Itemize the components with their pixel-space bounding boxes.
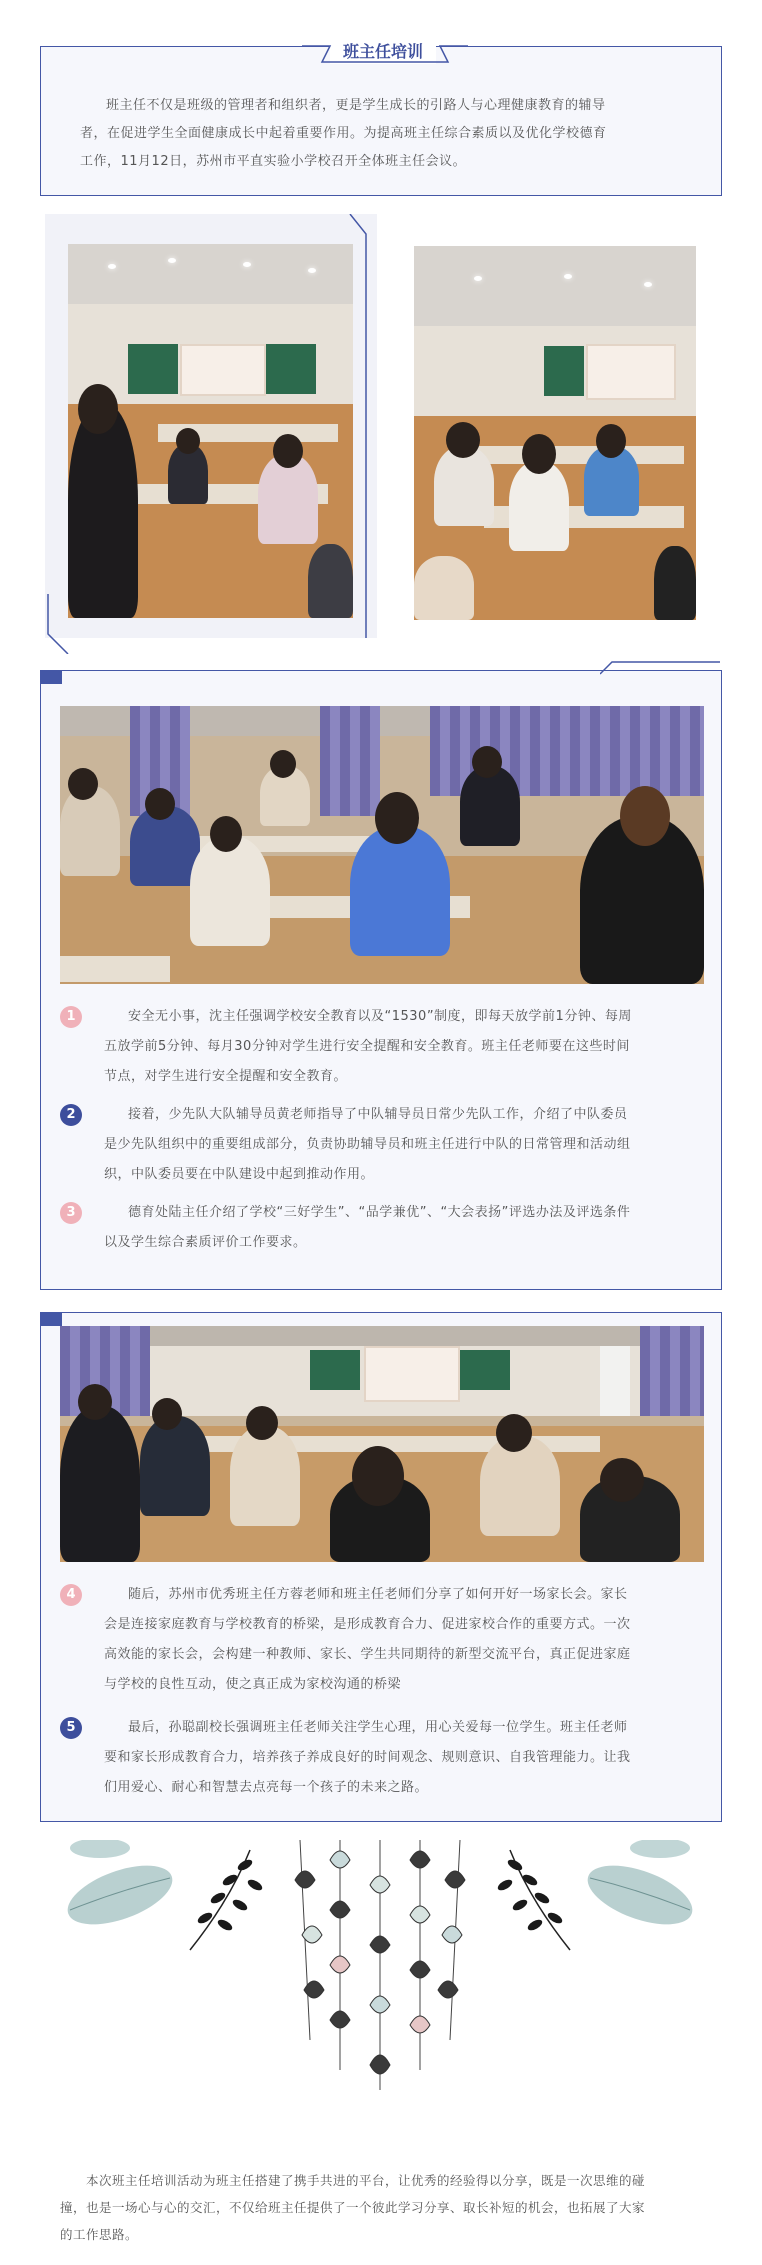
card-corner-mark [40, 670, 62, 684]
item-3-line-2: 以及学生综合素质评价工作要求。 [104, 1235, 307, 1250]
item-5-badge: 5 [60, 1717, 82, 1739]
item-2-line-1: 接着，少先队大队辅导员黄老师指导了中队辅导员日常少先队工作，介绍了中队委员 [128, 1107, 628, 1122]
photo-classroom-2 [60, 1326, 704, 1562]
section-title: 班主任培训 [342, 42, 423, 61]
card-corner-decoration [600, 660, 724, 676]
item-1-line-1: 安全无小事，沈主任强调学校安全教育以及“1530”制度，即每天放学前1分钟、每周 [128, 1009, 632, 1024]
intro-line-3: 工作，11月12日，苏州市平直实验小学校召开全体班主任会议。 [80, 154, 467, 169]
item-3-line-1: 德育处陆主任介绍了学校“三好学生”、“品学兼优”、“大会表扬”评选办法及评选条件 [128, 1205, 631, 1220]
item-5-line-2: 要和家长形成教育合力，培养孩子养成良好的时间观念、规则意识、自我管理能力。让我 [104, 1750, 631, 1765]
item-3-badge: 3 [60, 1202, 82, 1224]
photo-meeting-right [414, 246, 696, 620]
item-5-line-1: 最后，孙聪副校长强调班主任老师关注学生心理，用心关爱每一位学生。班主任老师 [128, 1720, 628, 1735]
closing-line-1: 本次班主任培训活动为班主任搭建了携手共进的平台，让优秀的经验得以分享，既是一次思维的碰 [86, 2173, 646, 2188]
closing-line-3: 的工作思路。 [60, 2227, 139, 2242]
photo-classroom-1 [60, 706, 704, 984]
item-5-line-3: 们用爱心、耐心和智慧去点亮每一个孩子的未来之路。 [104, 1780, 429, 1795]
item-4-line-1: 随后，苏州市优秀班主任方蓉老师和班主任老师们分享了如何开好一场家长会。家长 [128, 1587, 628, 1602]
closing-line-2: 撞，也是一场心与心的交汇，不仅给班主任提供了一个彼此学习分享、取长补短的机会，也拓展了大家 [60, 2200, 646, 2215]
card-corner-mark [40, 1312, 62, 1326]
item-4-line-3: 高效能的家长会，会构建一种教师、家长、学生共同期待的新型交流平台，真正促进家庭 [104, 1647, 631, 1662]
intro-line-2: 者，在促进学生全面健康成长中起着重要作用。为提高班主任综合素质以及优化学校德育 [80, 126, 607, 141]
intro-line-1: 班主任不仅是班级的管理者和组织者，更是学生成长的引路人与心理健康教育的辅导 [106, 98, 606, 113]
item-1-badge: 1 [60, 1006, 82, 1028]
item-2-line-2: 是少先队组织中的重要组成部分，负责协助辅导员和班主任进行中队的日常管理和活动组 [104, 1137, 631, 1152]
item-1-line-2: 五放学前5分钟、每月30分钟对学生进行安全提醒和安全教育。班主任老师要在这些时间 [104, 1039, 630, 1054]
item-4-badge: 4 [60, 1584, 82, 1606]
item-2-line-3: 织，中队委员要在中队建设中起到推动作用。 [104, 1167, 375, 1182]
item-4-line-4: 与学校的良性互动，使之真正成为家校沟通的桥梁 [104, 1677, 402, 1692]
leaf-decoration-illustration [40, 1840, 722, 2110]
item-1-line-3: 节点，对学生进行安全提醒和安全教育。 [104, 1069, 348, 1084]
item-2-badge: 2 [60, 1104, 82, 1126]
photo-meeting-left [68, 244, 353, 618]
item-4-line-2: 会是连接家庭教育与学校教育的桥梁，是形成教育合力、促进家校合作的重要方式。一次 [104, 1617, 631, 1632]
